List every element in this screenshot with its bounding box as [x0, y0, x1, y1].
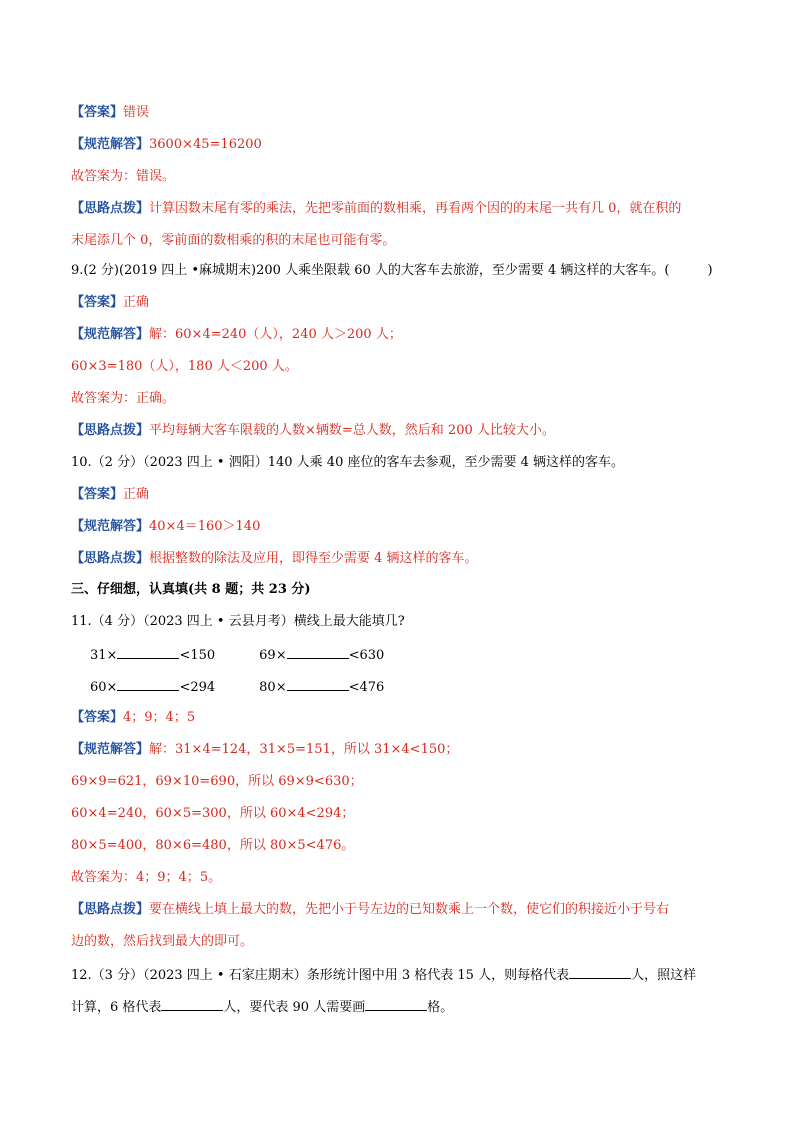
hint-text: 平均每辆大客车限载的人数×辆数=总人数，然后和 200 人比较大小。: [149, 423, 555, 438]
blank-3[interactable]: [117, 676, 179, 691]
answer-tag: 【答案】: [71, 487, 124, 502]
answer-line: [71, 708, 195, 728]
question-9-text: 9.(2 分)(2019 四上 •麻城期末)200 人乘坐限载 60 人的大客车去旅游，至少需要 4 辆这样的大客车。(: [71, 263, 670, 278]
conclusion-text: 故答案为：正确。: [71, 391, 176, 406]
solution-text-continued: 60×3=180（人），180 人＜200 人。: [71, 359, 298, 374]
solution-text: 解：60×4=240（人），240 人＞200 人；: [149, 327, 402, 342]
answer-tag: 【答案】: [71, 710, 124, 725]
section-heading: 三、仔细想，认真填(共 8 题；共 23 分): [71, 582, 311, 597]
hint-text-continued: 末尾添几个 0，零前面的数相乘的积的末尾也可能有零。: [71, 233, 396, 248]
question-9-paren-close: ): [707, 263, 713, 278]
conclusion-text: 故答案为：4；9；4；5。: [71, 870, 222, 885]
answer-line: [71, 103, 149, 123]
hint-line: [71, 900, 669, 920]
hint-line: [71, 421, 555, 441]
item4-left: 80×: [259, 680, 287, 695]
solution-line: [71, 325, 402, 345]
hint-text: 根据整数的除法及应用，即得至少需要 4 辆这样的客车。: [149, 551, 478, 566]
answer-text: 正确: [123, 295, 150, 310]
blank-per-cell[interactable]: [569, 964, 631, 979]
item4-right: <476: [348, 680, 385, 695]
hint-text-continued: 边的数，然后找到最大的即可。: [71, 934, 254, 949]
answer-text: 错误: [123, 105, 150, 120]
solution-line: [71, 517, 260, 537]
solution-text: 3600×45=16200: [149, 137, 262, 152]
item3-right: <294: [179, 680, 216, 695]
blank-1[interactable]: [117, 644, 179, 659]
hint-line: [71, 199, 681, 219]
item1-right: <150: [179, 648, 216, 663]
hint-tag: 【思路点拨】: [71, 551, 150, 566]
solution-line: [71, 135, 262, 155]
solution-text: 解：31×4=124，31×5=151，所以 31×4<150；: [149, 742, 459, 757]
item2-left: 69×: [259, 648, 287, 663]
blank-2[interactable]: [287, 644, 349, 659]
answer-text: 4；9；4；5: [123, 710, 196, 725]
question-12-text-c: 计算，6 格代表: [71, 1000, 162, 1015]
hint-line: [71, 549, 478, 569]
hint-text: 要在横线上填上最大的数，先把小于号左边的已知数乘上一个数，使它们的积接近小于号右: [149, 902, 670, 917]
question-9: [71, 261, 713, 281]
question-12-line-2: [71, 996, 453, 1018]
answer-text: 正确: [123, 487, 150, 502]
hint-text: 计算因数末尾有零的乘法，先把零前面的数相乘，再看两个因的的末尾一共有几 0，就在积的: [149, 201, 682, 216]
solution-tag: 【规范解答】: [71, 137, 150, 152]
question-12-text-e: 格。: [427, 1000, 454, 1015]
answer-tag: 【答案】: [71, 295, 124, 310]
conclusion-text: 故答案为：错误。: [71, 169, 176, 184]
fill-row-2: [90, 676, 384, 698]
item3-left: 60×: [90, 680, 118, 695]
blank-ninety-people[interactable]: [365, 996, 427, 1011]
question-12-text-d: 人，要代表 90 人需要画: [223, 1000, 366, 1015]
item1-left: 31×: [90, 648, 118, 663]
solution-line: [71, 740, 458, 760]
item2-right: <630: [348, 648, 385, 663]
question-10-text: 10.（2 分）（2023 四上 • 泗阳）140 人乘 40 座位的客车去参观，至少需要 4 辆这样的客车。: [71, 455, 625, 470]
question-12-text-a: 12.（3 分）（2023 四上 • 石家庄期末）条形统计图中用 3 格代表 15 人，则每格代表: [71, 968, 570, 983]
fill-row-1: [90, 644, 384, 666]
answer-line: [71, 485, 149, 505]
solution-tag: 【规范解答】: [71, 327, 150, 342]
hint-tag: 【思路点拨】: [71, 902, 150, 917]
solution-text: 40×4＝160＞140: [149, 519, 261, 534]
hint-tag: 【思路点拨】: [71, 201, 150, 216]
solution-tag: 【规范解答】: [71, 519, 150, 534]
question-12-line-1: [71, 964, 696, 986]
solution-text-continued: 69×9=621，69×10=690，所以 69×9<630；: [71, 774, 363, 789]
blank-4[interactable]: [287, 676, 349, 691]
solution-text-continued: 80×5=400，80×6=480，所以 80×5<476。: [71, 838, 355, 853]
solution-text-continued: 60×4=240，60×5=300，所以 60×4<294；: [71, 806, 355, 821]
answer-tag: 【答案】: [71, 105, 124, 120]
question-11-text: 11.（4 分）（2023 四上 • 云县月考）横线上最大能填几?: [71, 614, 405, 629]
answer-line: [71, 293, 149, 313]
solution-tag: 【规范解答】: [71, 742, 150, 757]
hint-tag: 【思路点拨】: [71, 423, 150, 438]
blank-six-cells[interactable]: [161, 996, 223, 1011]
question-12-text-b: 人，照这样: [631, 968, 697, 983]
